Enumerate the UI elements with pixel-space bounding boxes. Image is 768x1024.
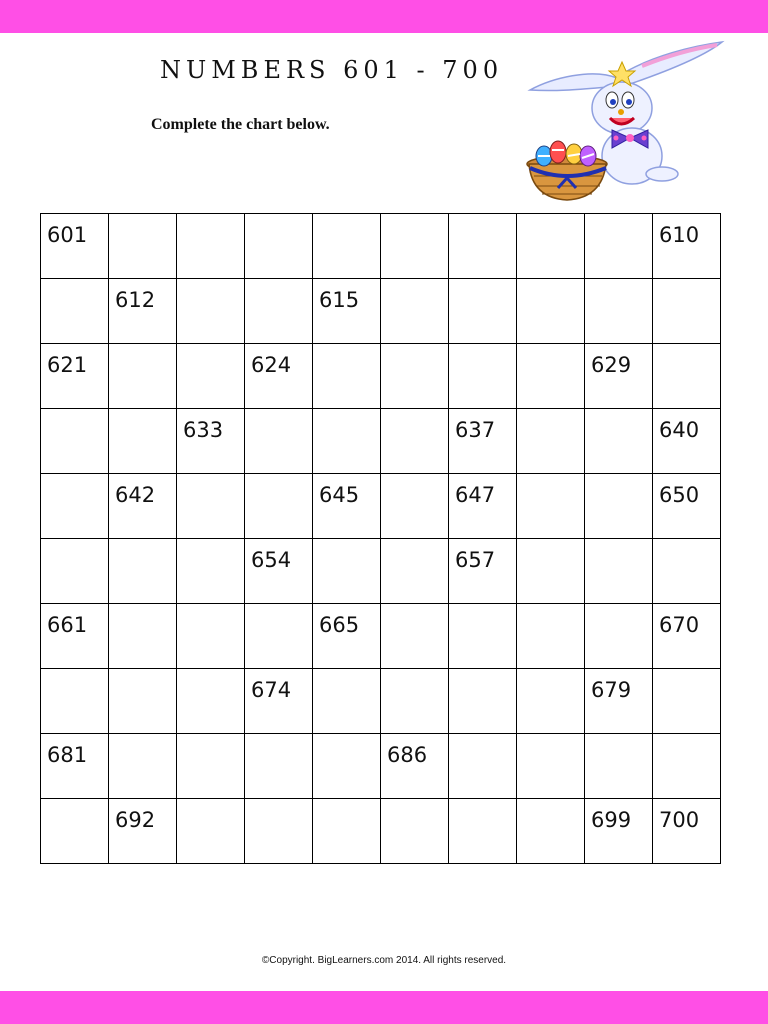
chart-cell[interactable] bbox=[517, 799, 585, 864]
chart-cell[interactable] bbox=[517, 734, 585, 799]
chart-cell: 654 bbox=[245, 539, 313, 604]
chart-cell[interactable] bbox=[313, 214, 381, 279]
chart-cell[interactable] bbox=[517, 669, 585, 734]
chart-row bbox=[41, 474, 721, 539]
chart-row bbox=[41, 214, 721, 279]
chart-cell: 665 bbox=[313, 604, 381, 669]
chart-cell[interactable] bbox=[381, 539, 449, 604]
chart-cell[interactable] bbox=[449, 279, 517, 344]
chart-cell: 601 bbox=[41, 214, 109, 279]
chart-cell[interactable] bbox=[177, 214, 245, 279]
chart-cell: 692 bbox=[109, 799, 177, 864]
chart-cell[interactable] bbox=[41, 279, 109, 344]
chart-cell[interactable] bbox=[177, 669, 245, 734]
chart-cell: 637 bbox=[449, 409, 517, 474]
chart-cell[interactable] bbox=[585, 279, 653, 344]
chart-cell[interactable] bbox=[381, 214, 449, 279]
chart-cell[interactable] bbox=[245, 279, 313, 344]
chart-cell[interactable] bbox=[517, 279, 585, 344]
chart-cell[interactable] bbox=[109, 604, 177, 669]
chart-cell[interactable] bbox=[449, 669, 517, 734]
chart-cell[interactable] bbox=[41, 799, 109, 864]
chart-cell[interactable] bbox=[653, 734, 721, 799]
chart-cell[interactable] bbox=[177, 344, 245, 409]
page-title: NUMBERS 601 - 700 bbox=[160, 56, 504, 84]
chart-cell[interactable] bbox=[381, 409, 449, 474]
chart-cell[interactable] bbox=[313, 799, 381, 864]
top-band bbox=[0, 0, 768, 33]
chart-cell[interactable] bbox=[313, 734, 381, 799]
chart-cell[interactable] bbox=[449, 604, 517, 669]
chart-row bbox=[41, 734, 721, 799]
chart-cell: 700 bbox=[653, 799, 721, 864]
bunny-icon bbox=[522, 38, 727, 208]
chart-row bbox=[41, 344, 721, 409]
chart-cell[interactable] bbox=[517, 344, 585, 409]
chart-cell[interactable] bbox=[449, 734, 517, 799]
chart-cell[interactable] bbox=[653, 344, 721, 409]
chart-row bbox=[41, 669, 721, 734]
chart-cell: 679 bbox=[585, 669, 653, 734]
chart-cell[interactable] bbox=[313, 344, 381, 409]
chart-cell[interactable] bbox=[245, 604, 313, 669]
chart-cell: 633 bbox=[177, 409, 245, 474]
chart-cell[interactable] bbox=[109, 409, 177, 474]
chart-cell[interactable] bbox=[449, 214, 517, 279]
chart-cell[interactable] bbox=[177, 539, 245, 604]
chart-cell[interactable] bbox=[585, 474, 653, 539]
chart-cell[interactable] bbox=[381, 799, 449, 864]
chart-row bbox=[41, 799, 721, 864]
copyright-text: ©Copyright. BigLearners.com 2014. All rights reserved. bbox=[261, 955, 507, 966]
chart-cell: 642 bbox=[109, 474, 177, 539]
chart-cell[interactable] bbox=[517, 214, 585, 279]
chart-cell[interactable] bbox=[381, 474, 449, 539]
number-chart bbox=[40, 213, 721, 864]
chart-cell: 612 bbox=[109, 279, 177, 344]
chart-cell: 647 bbox=[449, 474, 517, 539]
chart-cell: 640 bbox=[653, 409, 721, 474]
chart-cell[interactable] bbox=[177, 474, 245, 539]
instruction-text: Complete the chart below. bbox=[151, 116, 330, 133]
chart-cell: 629 bbox=[585, 344, 653, 409]
chart-cell[interactable] bbox=[585, 409, 653, 474]
chart-cell[interactable] bbox=[381, 604, 449, 669]
chart-cell: 681 bbox=[41, 734, 109, 799]
chart-cell: 657 bbox=[449, 539, 517, 604]
chart-row bbox=[41, 539, 721, 604]
chart-cell[interactable] bbox=[381, 344, 449, 409]
chart-cell: 621 bbox=[41, 344, 109, 409]
chart-row bbox=[41, 409, 721, 474]
chart-cell: 650 bbox=[653, 474, 721, 539]
chart-cell[interactable] bbox=[313, 669, 381, 734]
chart-cell[interactable] bbox=[449, 344, 517, 409]
chart-cell[interactable] bbox=[585, 734, 653, 799]
chart-cell[interactable] bbox=[177, 279, 245, 344]
chart-cell[interactable] bbox=[313, 539, 381, 604]
chart-cell[interactable] bbox=[517, 539, 585, 604]
chart-cell: 674 bbox=[245, 669, 313, 734]
chart-cell[interactable] bbox=[653, 279, 721, 344]
chart-cell: 610 bbox=[653, 214, 721, 279]
chart-cell[interactable] bbox=[313, 409, 381, 474]
chart-cell[interactable] bbox=[449, 799, 517, 864]
chart-cell[interactable] bbox=[517, 409, 585, 474]
chart-cell[interactable] bbox=[653, 539, 721, 604]
chart-cell[interactable] bbox=[517, 474, 585, 539]
chart-cell[interactable] bbox=[381, 669, 449, 734]
chart-cell[interactable] bbox=[585, 539, 653, 604]
chart-cell[interactable] bbox=[41, 539, 109, 604]
chart-cell[interactable] bbox=[41, 409, 109, 474]
chart-cell[interactable] bbox=[381, 279, 449, 344]
chart-cell[interactable] bbox=[245, 474, 313, 539]
chart-row bbox=[41, 279, 721, 344]
chart-cell[interactable] bbox=[245, 799, 313, 864]
chart-cell[interactable] bbox=[109, 344, 177, 409]
chart-cell: 670 bbox=[653, 604, 721, 669]
chart-cell[interactable] bbox=[653, 669, 721, 734]
chart-cell[interactable] bbox=[517, 604, 585, 669]
chart-cell[interactable] bbox=[585, 214, 653, 279]
chart-cell: 615 bbox=[313, 279, 381, 344]
chart-cell: 645 bbox=[313, 474, 381, 539]
chart-cell: 686 bbox=[381, 734, 449, 799]
chart-cell[interactable] bbox=[109, 669, 177, 734]
chart-cell[interactable] bbox=[177, 799, 245, 864]
chart-cell[interactable] bbox=[177, 734, 245, 799]
chart-row bbox=[41, 604, 721, 669]
chart-cell: 661 bbox=[41, 604, 109, 669]
chart-cell[interactable] bbox=[245, 214, 313, 279]
chart-cell[interactable] bbox=[109, 734, 177, 799]
chart-cell[interactable] bbox=[245, 734, 313, 799]
chart-cell[interactable] bbox=[109, 539, 177, 604]
chart-cell[interactable] bbox=[41, 474, 109, 539]
chart-cell[interactable] bbox=[585, 604, 653, 669]
chart-cell[interactable] bbox=[177, 604, 245, 669]
chart-cell[interactable] bbox=[245, 409, 313, 474]
chart-cell[interactable] bbox=[41, 669, 109, 734]
bottom-band bbox=[0, 991, 768, 1024]
chart-cell: 699 bbox=[585, 799, 653, 864]
chart-cell[interactable] bbox=[109, 214, 177, 279]
chart-cell: 624 bbox=[245, 344, 313, 409]
